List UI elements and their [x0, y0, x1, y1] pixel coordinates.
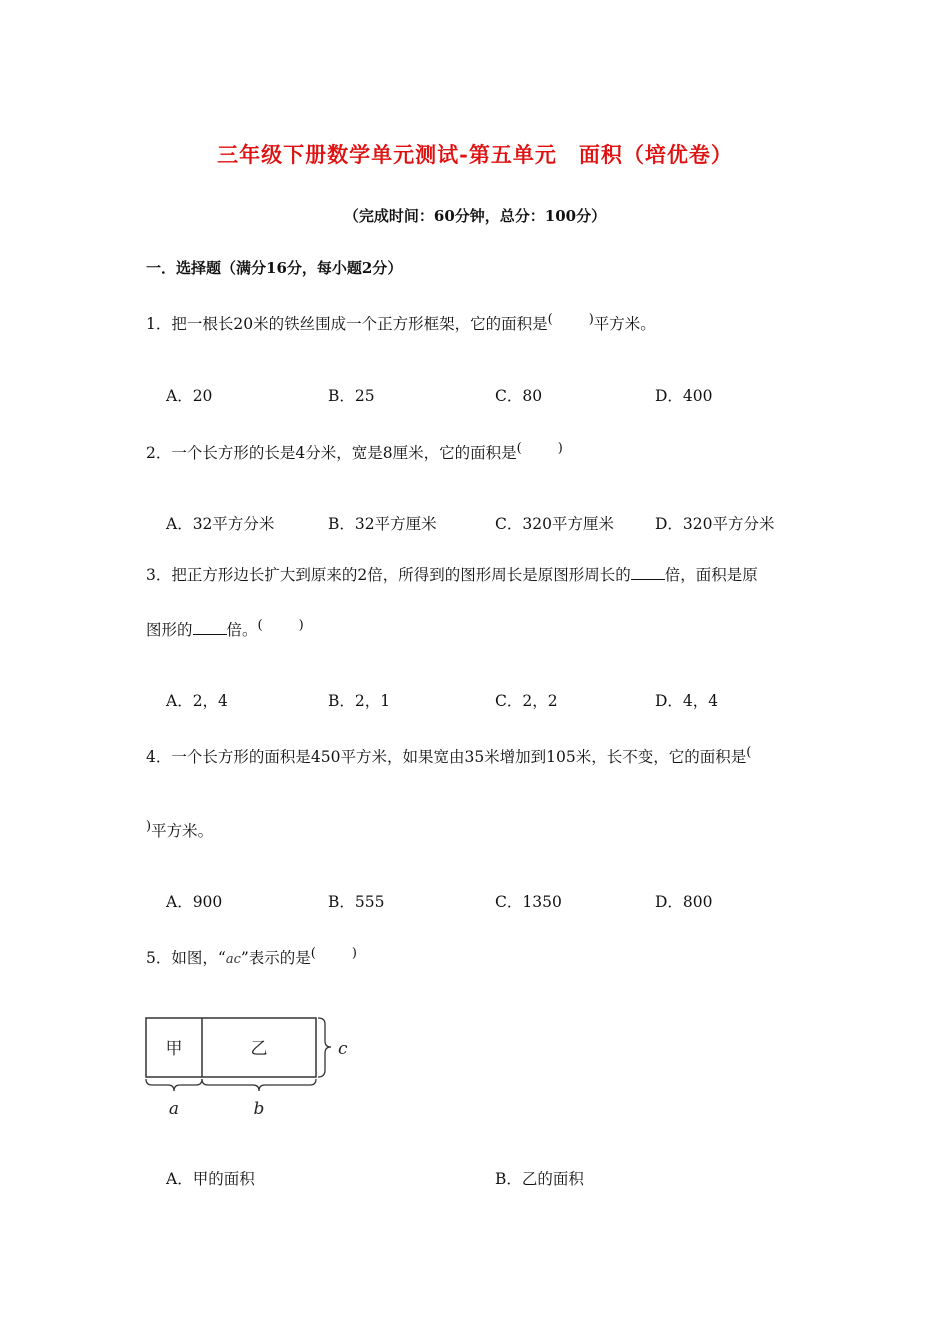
question-text-after: 平方米。: [593, 315, 656, 333]
question-4: [146, 745, 751, 767]
option-b: B．555: [328, 893, 385, 911]
question-4-line-2: [146, 819, 213, 841]
answer-paren: ( ): [257, 618, 304, 633]
question-2: [146, 441, 563, 463]
brace-b: [202, 1079, 316, 1091]
fill-blank: [631, 565, 665, 580]
answer-paren-close: ): [146, 819, 152, 834]
question-number: 3．: [146, 566, 172, 584]
question-text: 倍。: [226, 621, 258, 639]
option-a: A．20: [166, 387, 213, 405]
question-number: 1．: [146, 315, 172, 333]
question-text: 一个长方形的长是4分米，宽是8厘米，它的面积是: [171, 444, 517, 462]
question-number: 2．: [146, 444, 172, 462]
question-text: 一个长方形的面积是450平方米，如果宽由35米增加到105米，长不变，它的面积是: [171, 748, 747, 766]
fill-blank: [193, 620, 227, 635]
question-text-after: 平方米。: [151, 822, 214, 840]
question-text: 把一根长20米的铁丝围成一个正方形框架，它的面积是: [171, 315, 548, 333]
option-a: A．32平方分米: [166, 515, 275, 533]
option-b: B．2，1: [328, 692, 391, 710]
question-text: 把正方形边长扩大到原来的2倍，所得到的图形周长是原图形周长的: [171, 566, 631, 584]
label-a: a: [168, 1099, 180, 1119]
question-5: [146, 946, 357, 968]
label-c: c: [338, 1039, 348, 1059]
option-a: A．甲的面积: [166, 1170, 255, 1188]
brace-a: [146, 1079, 202, 1091]
option-c: C．1350: [495, 893, 562, 911]
question-number: 4．: [146, 748, 172, 766]
answer-paren: ( ): [516, 441, 563, 456]
brace-c: [318, 1018, 331, 1077]
document-title: 三年级下册数学单元测试-第五单元 面积（培优卷）: [217, 142, 733, 167]
option-a: A．900: [166, 893, 223, 911]
answer-paren: ( ): [310, 946, 357, 961]
rectangle-figure: [140, 1012, 360, 1124]
option-d: D．400: [655, 387, 713, 405]
option-a: A．2，4: [166, 692, 228, 710]
answer-paren-open: (: [746, 745, 752, 760]
document-subtitle: （完成时间：60分钟，总分：100分）: [343, 207, 607, 225]
option-c: C．320平方厘米: [495, 515, 614, 533]
question-3: [146, 563, 758, 585]
question-text: 图形的: [146, 621, 193, 639]
option-b: B．32平方厘米: [328, 515, 437, 533]
option-d: D．320平方分米: [655, 515, 775, 533]
label-b: b: [253, 1099, 265, 1119]
option-d: D．800: [655, 893, 713, 911]
label-yi: 乙: [250, 1039, 268, 1059]
question-text-after: ”表示的是: [240, 949, 311, 967]
question-text: 如图，“: [171, 949, 226, 967]
section-heading: 一．选择题（满分16分，每小题2分）: [146, 259, 403, 277]
variable-ac: ac: [225, 952, 241, 967]
option-b: B．乙的面积: [495, 1170, 584, 1188]
question-3-line-2: [146, 618, 304, 640]
question-number: 5．: [146, 949, 172, 967]
label-jia: 甲: [165, 1039, 183, 1059]
question-text: 倍，面积是原: [664, 566, 758, 584]
answer-paren: ( ): [547, 312, 594, 327]
option-c: C．80: [495, 387, 543, 405]
question-1: [146, 312, 656, 334]
option-b: B．25: [328, 387, 375, 405]
option-d: D．4，4: [655, 692, 719, 710]
option-c: C．2，2: [495, 692, 558, 710]
